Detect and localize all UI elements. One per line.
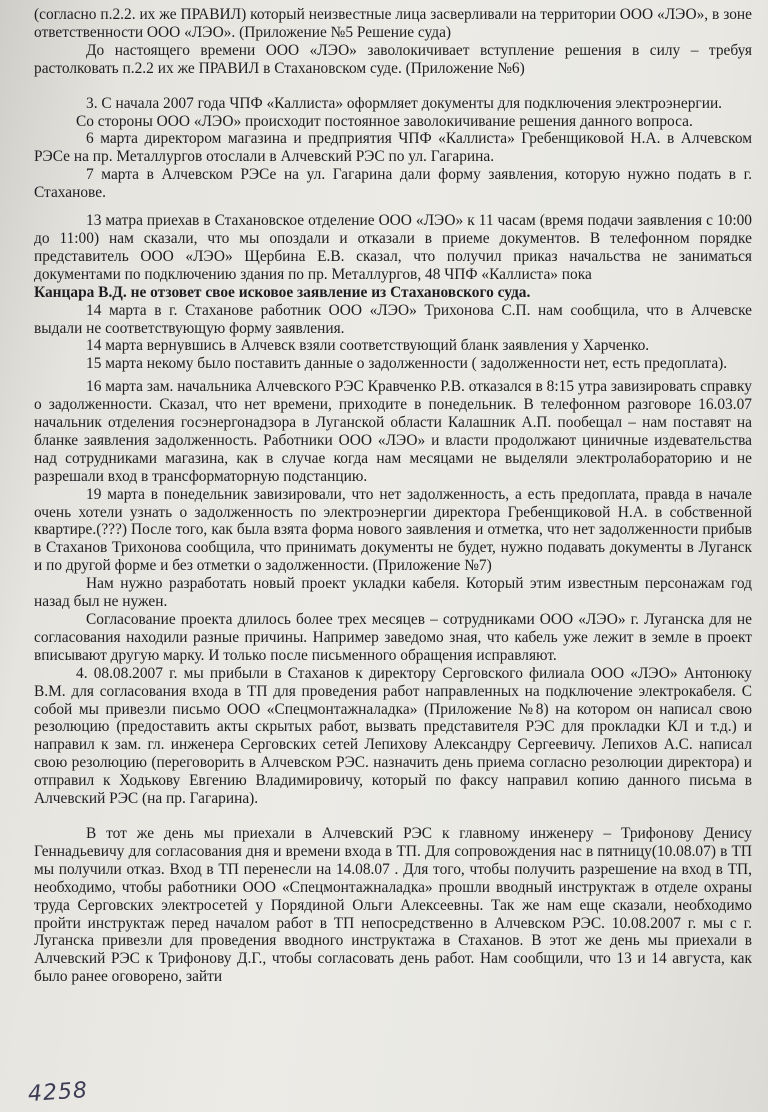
paragraph: Согласование проекта длилось более трех месяцев – сотрудниками ООО «ЛЭО» г. Луганска для не согласования находили разные причины. Например заведомо зная, что кабель уже лежит в земле в проект вписывают другую марку. И только после письменного обращения исправляют.	[34, 611, 752, 664]
paragraph: Канцара В.Д. не отзовет свое исковое заявление из Стахановского суда.	[34, 283, 531, 301]
paragraph: До настоящего времени ООО «ЛЭО» заволокичивает вступление решения в силу – требуя растолковать п.2.2 их же ПРАВИЛ в Стахановском суде. (Приложение №6)	[34, 41, 752, 77]
paragraph: (согласно п.2.2. их же ПРАВИЛ) который неизвестные лица засверливали на территории ООО «ЛЭО», в зоне ответственности ООО «ЛЭО». (Приложение №5 Решение суда)	[34, 6, 752, 41]
paragraph: 4. 08.08.2007 г. мы прибыли в Стаханов к директору Серговского филиала ООО «ЛЭО» Антонюку В.М. для согласования входа в ТП для проведения работ направленных на подключение электрокабеля. С собой мы привезли письмо ООО «Спецмонтажналадка» (Приложение №8) на котором он написал свою резолюцию (предоставить акты скрытых работ, вызвать представителя РЭС для прокладки КЛ и т.д.) и направил к зам. гл. инженера Серговских сетей Лепихову Александру Сергеевичу. Лепихов А.С. написал свою резолюцию (переговорить в Алчевском РЭС. назначить день приема согласно резолюции директора) и отправил к Ходькову Евгению Владимировичу, который по факсу направил копию данного письма в Алчевский РЭС (на пр. Гагарина).	[34, 664, 752, 808]
paragraph: 16 марта зам. начальника Алчевского РЭС Кравченко Р.В. отказался в 8:15 утра завизировать справку о задолженности. Сказал, что нет времени, приходите в понедельник. В телефонном разговоре 16.03.07 начальник отделения госэнергонадзора в Луганской области Калашник А.П. пообещал – нам поставят на бланке заявления задолженность. Работники ООО «ЛЭО» и власти продолжают циничные издевательства над сотрудниками магазина, как в случае когда нам месяцами не выделяли электролабораторию и не разрешали вход в трансформаторную подстанцию.	[34, 378, 752, 485]
paragraph: 14 марта в г. Стаханове работник ООО «ЛЭО» Трихонова С.П. нам сообщила, что в Алчевске выдали не соответствующую форму заявления.	[34, 301, 752, 337]
handwritten-page-number: 4258	[27, 1077, 89, 1108]
paragraph: Нам нужно разработать новый проект укладки кабеля. Который этим известным персонажам год назад был не нужен.	[34, 575, 752, 611]
paragraph: 19 марта в понедельник завизировали, что нет задолженность, а есть предоплата, правда в начале очень хотели узнать о задолженность по электроэнергии директора Гребенщиковой Н.А. в собственной квартире.(???) После того, как была взята форма нового заявления и отметка, что нет задолженности прибыв в Стаханов Трихонова сообщила, что принимать документы не будет, нужно подавать документы в Луганск и по другой форме и без отметки о задолженности. (Приложение №7)	[34, 485, 752, 575]
paragraph: 14 марта вернувшись в Алчевск взяли соответствующий бланк заявления у Харченко.	[86, 337, 650, 355]
paragraph: 3. С начала 2007 года ЧПФ «Каллиста» оформляет документы для подключения электроэнергии.	[86, 94, 723, 112]
paragraph: 6 марта директором магазина и предприятия ЧПФ «Каллиста» Гребенщиковой Н.А. в Алчевском РЭСе на пр. Металлургов отослали в Алчевский РЭС по ул. Гагарина.	[34, 130, 752, 166]
paragraph: Со стороны ООО «ЛЭО» происходит постоянное заволокичивание решения данного вопроса.	[76, 112, 693, 130]
paragraph: 15 марта некому было поставить данные о задолженности ( задолженности нет, есть предоплата).	[86, 355, 728, 373]
paragraph: В тот же день мы приехали в Алчевский РЭС к главному инженеру – Трифонову Денису Геннадьевичу для согласования дня и времени входа в ТП. Для сопровождения нас в пятницу(10.08.07) в ТП мы получили отказ. Вход в ТП перенесли на 14.08.07 . Для того, чтобы получить разрешение на вход в ТП, необходимо, чтобы работники ООО «Спецмонтажналадка» прошли вводный инструктаж в отделе охраны труда Серговских электросетей у Порядиной Ольги Алексеевны. Так же нам еще сказали, необходимо пройти инструктаж перед началом работ в ТП непосредственно в Алчевском РЭС. 10.08.2007 г. мы с г. Луганска привезли для проведения вводного инструктажа в Стаханов. В этот же день мы приехали в Алчевский РЭС к Трифонову Д.Г., чтобы согласовать день работ. Нам сообщили, что 13 и 14 августа, как было ранее оговорено, зайти	[34, 824, 752, 986]
paragraph: 13 матра приехав в Стахановское отделение ООО «ЛЭО» к 11 часам (время подачи заявления с 10:00 до 11:00) нам сказали, что мы опоздали и отказали в приеме документов. В телефонном порядке представитель ООО «ЛЭО» Щербина Е.В. сказал, что получил приказ начальства не заниматься документами по подключению здания по пр. Металлургов, 48 ЧПФ «Каллиста» пока	[34, 212, 752, 283]
document-body	[34, 6, 752, 986]
paragraph: 7 марта в Алчевском РЭСе на ул. Гагарина дали форму заявления, которую нужно подать в г. Стаханове.	[34, 166, 752, 202]
